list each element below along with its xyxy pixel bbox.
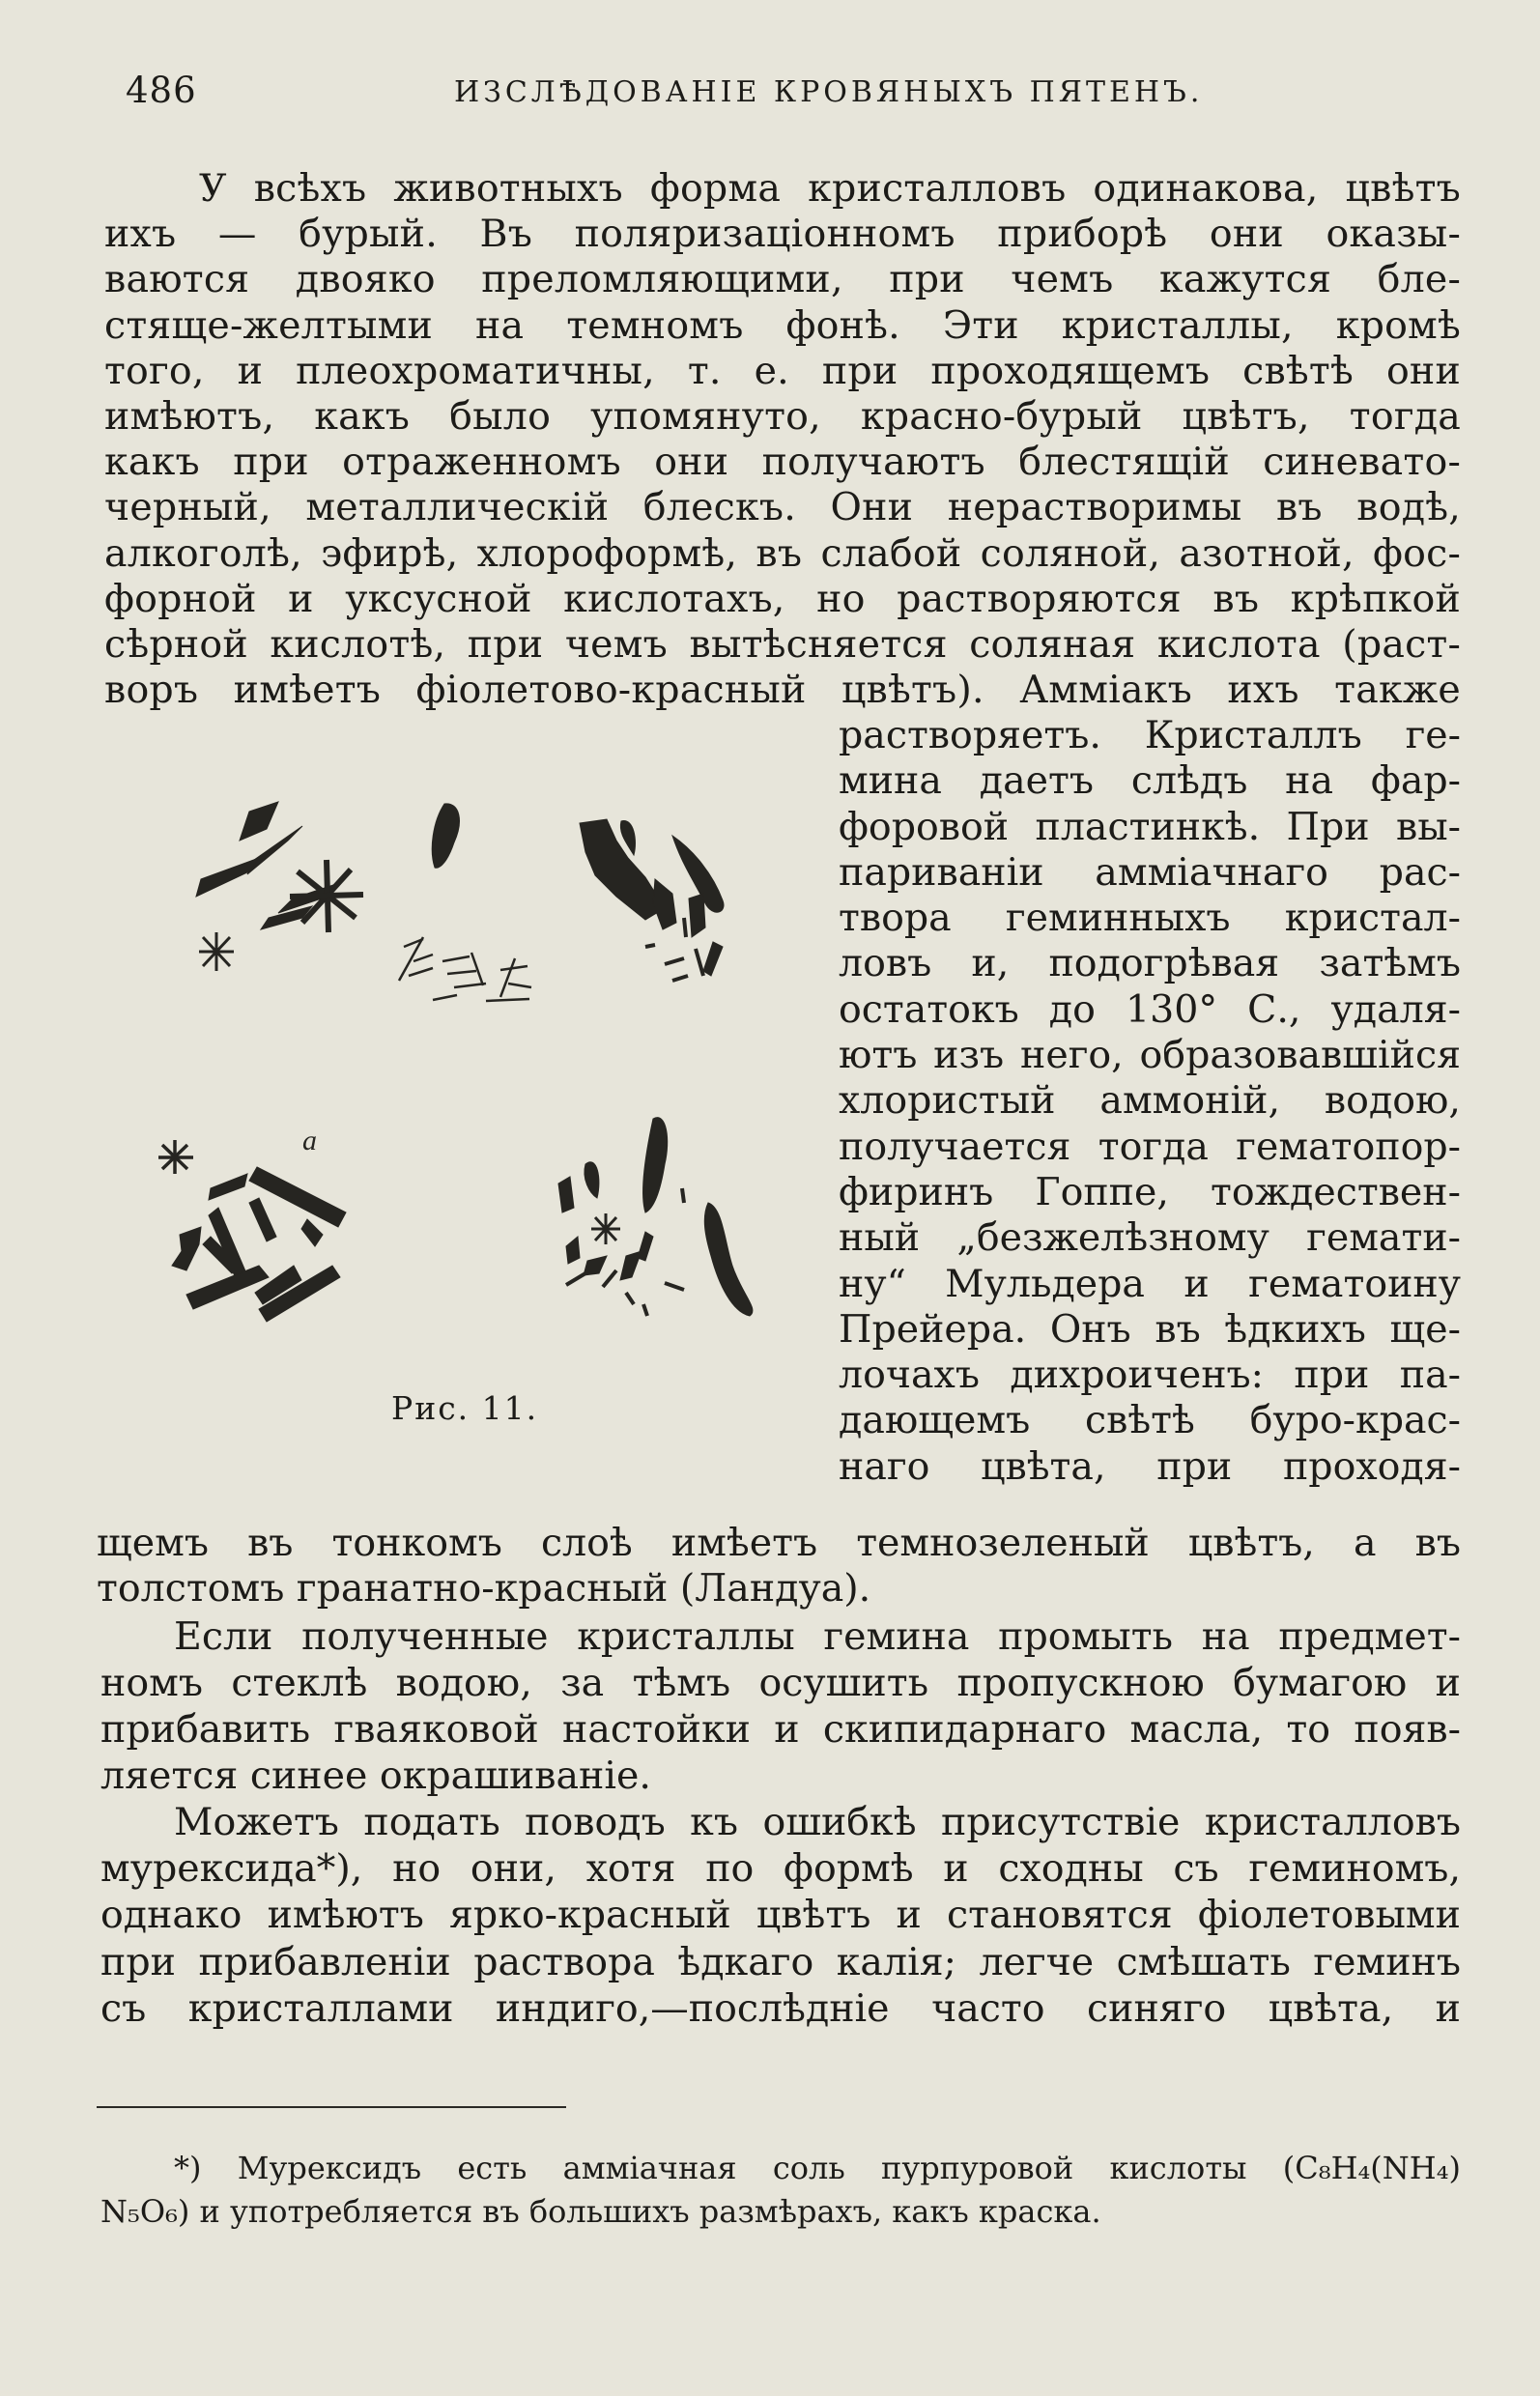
text-line: ихъ — бурый. Въ поляризаціонномъ приборѣ они оказы- (104, 212, 1461, 257)
figure-caption: Рис. 11. (391, 1389, 539, 1427)
text-line: лочахъ дихроиченъ: при па- (839, 1353, 1461, 1398)
text-line: Можетъ подать поводъ къ ошибкѣ присутствіе кристалловъ (174, 1800, 1461, 1844)
crystal-shape (585, 1162, 599, 1198)
paragraph-1-column (839, 713, 1461, 1490)
crystal-shape (584, 1256, 607, 1275)
text-line: ваются двояко преломляющими, при чемъ кажутся бле- (104, 257, 1461, 302)
text-line: стяще-желтыми на темномъ фонѣ. Эти кристаллы, кромѣ (104, 302, 1461, 348)
text-line: при прибавленіи раствора ѣдкаго калія; легче смѣшать геминъ (100, 1939, 1461, 1984)
text-line: толстомъ гранатно-красный (Ландуа). (97, 1566, 871, 1612)
footnote-line: N₅O₆) и употребляется въ большихъ размѣрахъ, какъ краска. (100, 2193, 1101, 2230)
crystal-shape (301, 1219, 323, 1246)
text-line: воръ имѣетъ фіолетово-красный цвѣтъ). Амміакъ ихъ также (104, 668, 1461, 713)
running-title: ИЗСЛѢДОВАНІЕ КРОВЯНЫХЪ ПЯТЕНЪ. (454, 75, 1204, 109)
text-line: Прейера. Онъ въ ѣдкихъ ще- (839, 1306, 1461, 1352)
text-line: У всѣхъ животныхъ форма кристалловъ одинакова, цвѣтъ (199, 166, 1461, 211)
text-line: черный, металлическій блескъ. Они нерастворимы въ водѣ, (104, 485, 1461, 530)
text-line: мина даетъ слѣдъ на фар- (839, 758, 1461, 804)
crystal-shape (689, 894, 705, 937)
text-line: того, и плеохроматичны, т. е. при проходящемъ свѣтѣ они (104, 348, 1461, 393)
page-number: 486 (126, 70, 197, 111)
text-line: ютъ изъ него, образовавшійся (839, 1033, 1461, 1078)
crystal-illustration (104, 783, 800, 1440)
crystal-shape (172, 1227, 201, 1270)
text-line: форовой пластинкѣ. При вы- (839, 804, 1461, 849)
text-line: остатокъ до 130° С., удаля- (839, 986, 1461, 1032)
paragraph-2 (100, 1613, 1461, 1799)
crystal-star (158, 1140, 193, 1174)
paragraph-1 (104, 166, 1461, 713)
crystal-shape (249, 1198, 276, 1241)
footnote-divider (97, 2106, 566, 2108)
crystal-shape (566, 1237, 580, 1264)
text-line: какъ при отраженномъ они получаютъ блестящій синевато- (104, 440, 1461, 485)
text-line: Если полученные кристаллы гемина промыть на предмет- (174, 1614, 1461, 1659)
text-line: наго цвѣта, при проходя- (839, 1443, 1461, 1489)
figure-11-crystals (104, 783, 800, 1440)
crystal-shape (196, 858, 259, 897)
crystal-shape (209, 1174, 247, 1200)
crystal-shape (643, 1118, 668, 1212)
text-line: форной и уксусной кислотахъ, но растворяются въ крѣпкой (104, 576, 1461, 621)
crystal-shape (432, 804, 459, 868)
text-line: париваніи амміачнаго рас- (839, 849, 1461, 895)
text-line: ну“ Мульдера и гематоину (839, 1261, 1461, 1306)
crystal-shape (558, 1177, 574, 1212)
text-line: съ кристаллами индиго,—послѣдніе часто синяго цвѣта, и (100, 1985, 1461, 2031)
text-line: однако имѣютъ ярко-красный цвѣтъ и становятся фіолетовыми (100, 1893, 1461, 1938)
text-line: растворяетъ. Кристаллъ ге- (839, 713, 1461, 757)
text-line: твора геминныхъ кристал- (839, 896, 1461, 941)
paragraph-3 (100, 1799, 1461, 2032)
text-line: фиринъ Гоппе, тождествен- (839, 1169, 1461, 1214)
footnote-line: *) Мурексидъ есть амміачная соль пурпуровой кислоты (C₈H₄(NH₄) (174, 2150, 1461, 2186)
text-line: ловъ и, подогрѣвая затѣмъ (839, 941, 1461, 986)
crystal-star-small (591, 1213, 620, 1244)
crystal-shape (620, 1251, 642, 1280)
crystal-shape (186, 1266, 269, 1309)
text-line: прибавить гваяковой настойки и скипидарнаго масла, то появ- (100, 1707, 1461, 1752)
crystal-shape (653, 879, 676, 929)
crystal-needles (399, 937, 531, 1001)
crystal-needles (566, 1188, 684, 1316)
crystal-shape (240, 802, 278, 841)
page-header (126, 70, 1449, 124)
footnote (100, 2147, 1461, 2234)
crystal-shape (703, 942, 723, 976)
text-line: получается тогда гематопор- (839, 1124, 1461, 1169)
crystal-star (290, 860, 363, 932)
text-line: хлористый аммоній, водою, (839, 1078, 1461, 1124)
text-line: сѣрной кислотѣ, при чемъ вытѣсняется соляная кислота (раст- (104, 621, 1461, 667)
text-line: ляется синее окрашиваніе. (100, 1754, 651, 1798)
paragraph-1-end (97, 1521, 1461, 1612)
crystal-star-small (199, 932, 234, 971)
text-line: мурексида*), но они, хотя по формѣ и сходны съ геминомъ, (100, 1846, 1461, 1892)
text-line: номъ стеклѣ водою, за тѣмъ осушить пропускною бумагою и (100, 1661, 1461, 1705)
figure-label-a: a (302, 1125, 317, 1156)
text-line: алкоголѣ, эфирѣ, хлороформѣ, въ слабой соляной, азотной, фос- (104, 530, 1461, 576)
text-line: ный „безжелѣзному гемати- (839, 1215, 1461, 1261)
text-line: щемъ въ тонкомъ слоѣ имѣетъ темнозеленый цвѣтъ, а въ (97, 1521, 1461, 1565)
crystal-shape (704, 1203, 753, 1316)
text-line: имѣютъ, какъ было упомянуто, красно-бурый цвѣтъ, тогда (104, 393, 1461, 439)
text-line: дающемъ свѣтѣ буро-крас- (839, 1398, 1461, 1443)
